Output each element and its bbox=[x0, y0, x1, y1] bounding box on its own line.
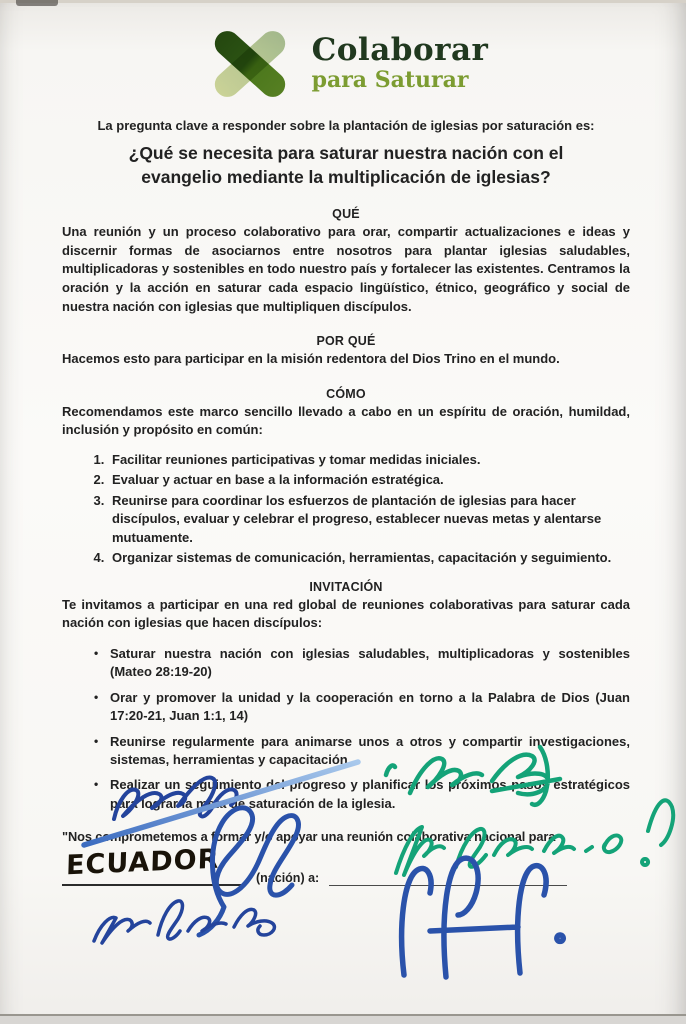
heading-que: QUÉ bbox=[332, 207, 360, 222]
signature-green-scrawl bbox=[386, 747, 560, 805]
signature-blue-name bbox=[94, 901, 274, 943]
logo-title: Colaborar bbox=[311, 32, 489, 69]
paragraph-como: Recomendamos este marco sencillo llevado a cabo en un espíritu de oración, humildad, inclusión y propósito en común: bbox=[62, 403, 630, 438]
paragraph-invitacion: Te invitamos a participar en una red global de reuniones colaborativas para saturar cada nación con iglesias que hacen discípulos: bbox=[62, 596, 630, 631]
logo-subtitle: para Saturar bbox=[311, 67, 469, 94]
invitacion-bullet-1: • Saturar nuestra nación con iglesias saludables, multiplicadoras y sostenibles (Mateo 28:19-20) bbox=[92, 645, 630, 682]
heading-invitacion: INVITACIÓN bbox=[309, 579, 383, 594]
signatures-block bbox=[0, 735, 686, 995]
nation-label: (nación) a: bbox=[256, 871, 320, 886]
invitacion-bullet-3: • Reunirse regularmente para animarse unos a otros y compartir investigaciones, sistemas, herramientas y capacitación. bbox=[92, 733, 630, 770]
invitacion-bullet-2: • Orar y promover la unidad y la cooperación en torno a la Palabra de Dios (Juan 17:20-21, Juan 1:1, 14) bbox=[92, 689, 630, 726]
como-step-1: 1. Facilitar reuniones participativas y tomar medidas iniciales. bbox=[108, 451, 630, 469]
invitacion-bullet-4: • Realizar un seguimiento del progreso y planificar los próximos pasos estratégicos para lograr la meta de saturación de la iglesia. bbox=[92, 776, 630, 813]
signature-blue-loops bbox=[199, 808, 298, 935]
scan-bottom-edge bbox=[0, 1016, 686, 1024]
signature-blue-diagonal-stroke bbox=[84, 762, 358, 845]
signature-blue-scrawl bbox=[114, 778, 237, 819]
como-steps-list bbox=[90, 451, 630, 568]
intro-lead-line: La pregunta clave a responder sobre la plantación de iglesias por saturación es: bbox=[97, 118, 595, 133]
heading-por-que: POR QUÉ bbox=[316, 334, 376, 349]
key-question: ¿Qué se necesita para saturar nuestra nación con el evangelio mediante la multiplicación de iglesias? bbox=[128, 143, 564, 187]
commitment-line: "Nos comprometemos a formar y/o apoyar una reunión colaborativa nacional para bbox=[62, 829, 556, 845]
logo bbox=[62, 24, 630, 104]
green-x-cross-icon bbox=[204, 24, 296, 104]
como-step-3: 3. Reunirse para coordinar los esfuerzos de plantación de iglesias para hacer discípulos, evaluar y celebrar el progreso, establecer nuevas metas y alentarse mutuamente. bbox=[108, 492, 630, 547]
paragraph-por-que: Hacemos esto para participar en la misión redentora del Dios Trino en el mundo. bbox=[62, 351, 560, 367]
como-step-2: 2. Evaluar y actuar en base a la información estratégica. bbox=[108, 471, 630, 489]
paragraph-que: Una reunión y un proceso colaborativo para orar, compartir actualizaciones e ideas y discernir formas de asociarnos entre nosotros para plantar iglesias saludables, multiplicadoras y sostenibles en todo nuestro país y fortalecer las existentes. Centramos la oración y la acción en saturar cada espacio lingüístico, étnico, geográfico y social de nuestra nación con iglesias que multipliquen discípulos. bbox=[62, 224, 630, 314]
como-step-4: 4. Organizar sistemas de comunicación, herramientas, capacitación y seguimiento. bbox=[108, 549, 630, 567]
signature-blue-arches bbox=[402, 858, 564, 977]
heading-como: CÓMO bbox=[326, 386, 366, 401]
logo-text bbox=[311, 32, 489, 94]
handwritten-nation: ECUADOR bbox=[65, 843, 220, 882]
